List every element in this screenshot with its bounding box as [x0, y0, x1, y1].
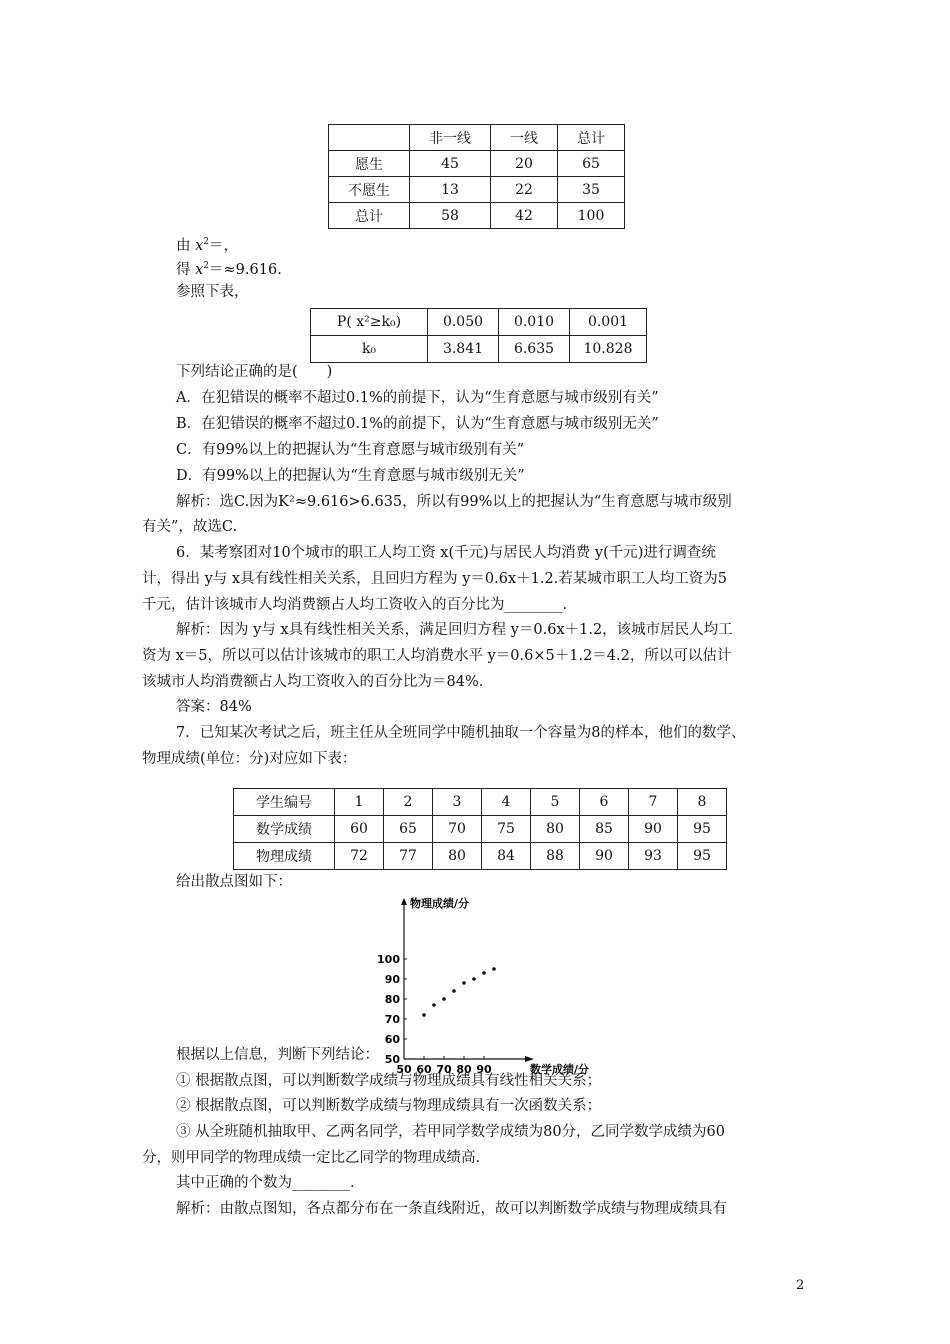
table-cell: 13 — [410, 177, 491, 203]
table-cell: 88 — [531, 843, 580, 870]
data-point — [422, 1013, 426, 1017]
conclusion-3-cont: 分，则甲同学的物理成绩一定比乙同学的物理成绩高. — [142, 1150, 481, 1166]
table-cell: 4 — [482, 789, 531, 816]
y-tick-label: 50 — [384, 1053, 400, 1066]
contingency-table — [328, 124, 625, 229]
table-cell: 90 — [629, 816, 678, 843]
question-ask: 其中正确的个数为________. — [176, 1175, 355, 1191]
scatter-intro: 给出散点图如下： — [176, 874, 292, 890]
text: 得 — [176, 261, 196, 278]
text: ＝， — [209, 237, 239, 254]
table-row — [329, 203, 625, 229]
table-row — [234, 816, 727, 843]
x-tick-label: 70 — [436, 1063, 452, 1076]
table-cell: 总计 — [558, 125, 625, 151]
table-cell: 一线 — [491, 125, 558, 151]
x-tick-label: 90 — [476, 1063, 492, 1076]
analysis-line: 解析：由散点图知，各点都分布在一条直线附近，故可以判断数学成绩与物理成绩具有 — [176, 1201, 727, 1217]
data-point — [492, 967, 496, 971]
question-6-line: 计，得出 y与 x具有线性相关关系，且回归方程为 y＝0.6x＋1.2.若某城市职工人均工资为5 — [142, 571, 728, 587]
table-cell: 10.828 — [570, 336, 647, 363]
data-point — [462, 981, 466, 985]
y-tick-label: 80 — [384, 993, 400, 1006]
table-cell: k₀ — [311, 336, 428, 363]
scores-table — [233, 788, 727, 870]
table-cell: 7 — [629, 789, 678, 816]
table-cell: 95 — [678, 843, 727, 870]
table-cell: 85 — [580, 816, 629, 843]
table-cell: 42 — [491, 203, 558, 229]
text: ＝≈9.616. — [209, 261, 282, 278]
data-point — [482, 971, 486, 975]
table-cell: 80 — [531, 816, 580, 843]
table-cell: 60 — [335, 816, 384, 843]
question-stem: 下列结论正确的是( ) — [176, 364, 333, 380]
table-cell: 不愿生 — [329, 177, 410, 203]
y-axis-title: 物理成绩/分 — [410, 897, 470, 910]
y-axis-arrow — [401, 898, 407, 905]
table-cell: 65 — [558, 151, 625, 177]
data-point — [432, 1003, 436, 1007]
table-cell: 90 — [580, 843, 629, 870]
table-cell: 学生编号 — [234, 789, 335, 816]
formula-line-1: 由 $x^2=$， — [176, 237, 239, 254]
option-a: A．在犯错误的概率不超过0.1%的前提下，认为“生育意愿与城市级别有关” — [176, 390, 659, 406]
table-cell: 95 — [678, 816, 727, 843]
scatter-plot — [372, 895, 612, 1080]
conclusion-3: ③ 从全班随机抽取甲、乙两名同学，若甲同学数学成绩为80分，乙同学数学成绩为60 — [176, 1124, 726, 1140]
question-6-line: 千元，估计该城市人均消费额占人均工资收入的百分比为________. — [142, 597, 568, 613]
table-cell: 3.841 — [428, 336, 499, 363]
var-x: x — [195, 261, 204, 278]
table-cell: 总计 — [329, 203, 410, 229]
table-cell: 58 — [410, 203, 491, 229]
table-cell: 45 — [410, 151, 491, 177]
table-cell: 77 — [384, 843, 433, 870]
table-cell: P( x²≥k₀) — [311, 309, 428, 336]
critical-value-table — [310, 308, 647, 363]
table-cell: 0.050 — [428, 309, 499, 336]
table-cell: 6.635 — [499, 336, 570, 363]
conclusion-2: ② 根据散点图，可以判断数学成绩与物理成绩具有一次函数关系； — [176, 1098, 602, 1114]
y-tick-label: 100 — [377, 953, 400, 966]
table-cell: 80 — [433, 843, 482, 870]
x-tick-label: 60 — [416, 1063, 432, 1076]
table-cell: 0.010 — [499, 309, 570, 336]
table-cell: 75 — [482, 816, 531, 843]
y-tick-label: 60 — [384, 1033, 400, 1046]
table-cell: 愿生 — [329, 151, 410, 177]
table-cell: 5 — [531, 789, 580, 816]
table-cell: 2 — [384, 789, 433, 816]
analysis-line: 该城市人均消费额占人均工资收入的百分比为＝84%. — [142, 674, 484, 690]
table-cell: 3 — [433, 789, 482, 816]
table-cell: 22 — [491, 177, 558, 203]
table-cell: 数学成绩 — [234, 816, 335, 843]
analysis-line: 解析：因为 y与 x具有线性相关关系，满足回归方程 y＝0.6x＋1.2，该城市居民人均工 — [176, 622, 733, 638]
table-cell: 8 — [678, 789, 727, 816]
y-tick-label: 90 — [384, 973, 400, 986]
table-cell: 100 — [558, 203, 625, 229]
table-row — [234, 843, 727, 870]
text: 由 — [176, 237, 196, 254]
data-point — [442, 997, 446, 1001]
analysis-line: 有关”，故选C. — [142, 519, 238, 535]
table-cell: 93 — [629, 843, 678, 870]
table-row — [329, 151, 625, 177]
analysis-line: 解析：选C.因为K²≈9.616>6.635，所以有99%以上的把握认为“生育意愿与城市级别 — [176, 494, 732, 510]
x-axis-title: 数学成绩/分 — [530, 1063, 590, 1076]
table-cell: 35 — [558, 177, 625, 203]
table-cell: 6 — [580, 789, 629, 816]
text-line: 根据以上信息，判断下列结论： — [176, 1047, 379, 1063]
data-point — [452, 989, 456, 993]
table-cell: 72 — [335, 843, 384, 870]
conclusion-1: ① 根据散点图，可以判断数学成绩与物理成绩具有线性相关关系； — [176, 1073, 602, 1089]
question-7-line: 7．已知某次考试之后，班主任从全班同学中随机抽取一个容量为8的样本，他们的数学、 — [176, 725, 746, 741]
table-row — [311, 309, 647, 336]
page-number: 2 — [796, 1278, 805, 1293]
table-cell: 65 — [384, 816, 433, 843]
text-line: 参照下表， — [176, 284, 249, 300]
table-cell: 70 — [433, 816, 482, 843]
table-row — [311, 336, 647, 363]
option-b: B．在犯错误的概率不超过0.1%的前提下，认为“生育意愿与城市级别无关” — [176, 416, 659, 432]
y-tick-label: 70 — [384, 1013, 400, 1026]
x-tick-label: 50 — [396, 1063, 412, 1076]
answer-line: 答案：84% — [176, 699, 252, 715]
table-row — [329, 177, 625, 203]
option-c: C．有99%以上的把握认为“生育意愿与城市级别有关” — [176, 442, 525, 458]
formula-line-2: 得 $x^2=\approx 9.616$. — [176, 261, 282, 278]
data-point — [472, 977, 476, 981]
x-axis-arrow — [525, 1056, 534, 1062]
table-row — [329, 125, 625, 151]
x-tick-label: 80 — [456, 1063, 472, 1076]
table-cell — [329, 125, 410, 151]
table-cell: 20 — [491, 151, 558, 177]
table-cell: 1 — [335, 789, 384, 816]
table-cell: 0.001 — [570, 309, 647, 336]
var-x: x — [195, 237, 204, 254]
table-cell: 物理成绩 — [234, 843, 335, 870]
question-7-line: 物理成绩(单位：分)对应如下表： — [142, 751, 357, 767]
analysis-line: 资为 x＝5，所以可以估计该城市的职工人均消费水平 y＝0.6×5＋1.2＝4.2，所以可以估计 — [142, 648, 732, 664]
table-cell: 非一线 — [410, 125, 491, 151]
question-6-line: 6．某考察团对10个城市的职工人均工资 x(千元)与居民人均消费 y(千元)进行调查统 — [176, 545, 716, 561]
table-cell: 84 — [482, 843, 531, 870]
table-row — [234, 789, 727, 816]
option-d: D．有99%以上的把握认为“生育意愿与城市级别无关” — [176, 468, 525, 484]
